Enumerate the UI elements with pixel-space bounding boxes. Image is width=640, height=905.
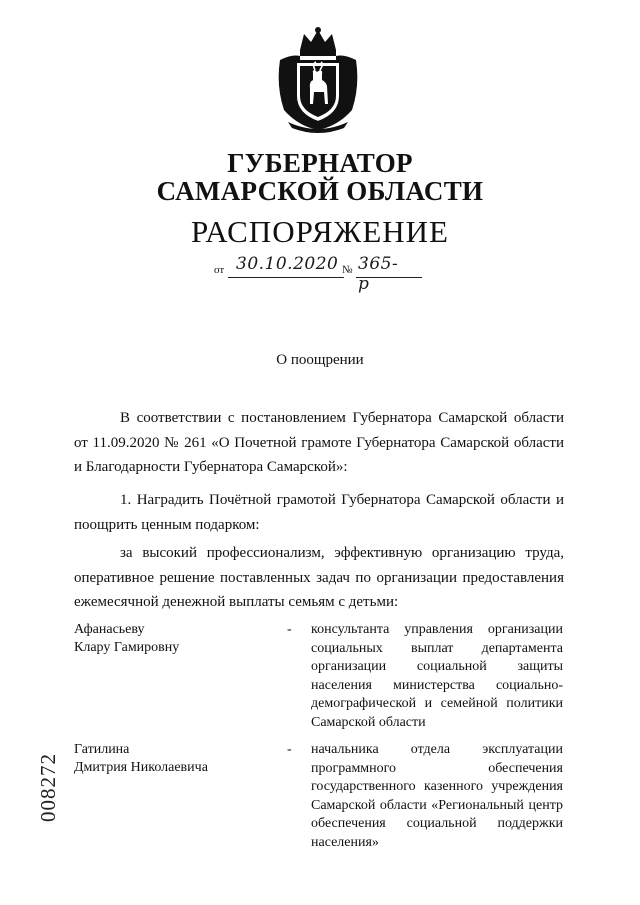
- side-serial-number: 008272: [36, 753, 60, 822]
- document-subject: О поощрении: [276, 352, 364, 368]
- awardee-2-position: начальника отдела эксплуатации программного обеспечения государственного казенного учреждения Самарской области «Региональный центр обеспечения социальной поддержки населения»: [311, 742, 563, 850]
- awardee-2-given-names: Дмитрия Николаевича: [74, 760, 208, 775]
- awardee-2-dash: -: [287, 742, 292, 757]
- item-1-paragraph: 1. Наградить Почётной грамотой Губернатора Самарской области и поощрить ценным подарком:: [74, 492, 564, 533]
- date-value: 30.10.2020: [236, 254, 339, 274]
- awardee-1-given-names: Клару Гамировну: [74, 640, 180, 655]
- number-value: 365-р: [358, 254, 399, 294]
- number-label: №: [342, 264, 353, 276]
- date-label: от: [214, 264, 225, 276]
- awardee-1-dash: -: [287, 622, 292, 637]
- date-underline: [228, 277, 344, 278]
- awardee-1-surname: Афанасьеву: [74, 622, 145, 637]
- awardee-2-name: [74, 741, 274, 777]
- title-region: САМАРСКОЙ ОБЛАСТИ: [156, 176, 484, 206]
- title-governor: ГУБЕРНАТОР: [227, 148, 413, 178]
- document-type: РАСПОРЯЖЕНИЕ: [191, 214, 449, 249]
- awardee-2-surname: Гатилина: [74, 742, 130, 757]
- awardee-1-name: [74, 621, 274, 657]
- coat-of-arms-emblem: [274, 26, 362, 136]
- reason-paragraph: за высокий профессионализм, эффективную организацию труда, оперативное решение поставленных задач по организации предоставления ежемесячной денежной выплаты семьям с детьми:: [74, 545, 564, 610]
- awardee-1-position: консультанта управления организации социальных выплат департамента организации социальной защиты населения министерства социально-демографической и семейной политики Самарской области: [311, 622, 563, 730]
- preamble-paragraph: В соответствии с постановлением Губернатора Самарской области от 11.09.2020 № 261 «О Почетной грамоте Губернатора Самарской области и Благодарности Губернатора Самарской»:: [74, 410, 564, 475]
